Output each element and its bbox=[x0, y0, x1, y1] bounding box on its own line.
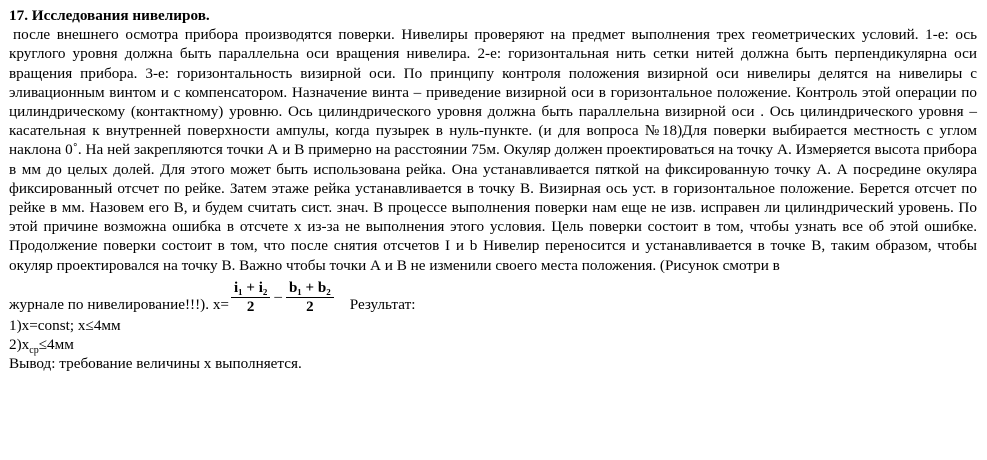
fraction-b-numerator: b₁ + b₂ bbox=[286, 280, 334, 298]
result-line-2-subscript: ср bbox=[29, 345, 39, 357]
result-line-2-suffix: ≤4мм bbox=[38, 336, 74, 354]
fraction-b bbox=[286, 280, 334, 316]
formula-prefix: журнале по нивелирование!!!). x= bbox=[9, 295, 229, 313]
conclusion-line: Вывод: требование величины х выполняется. bbox=[9, 355, 302, 373]
section-title: 17. Исследования нивелиров. bbox=[9, 7, 210, 24]
fraction-b-denominator: 2 bbox=[306, 298, 314, 315]
result-line-2-prefix: 2)x bbox=[9, 336, 30, 354]
body-paragraph: после внешнего осмотра прибора производятся поверки. Нивелиры проверяют на предмет выполнения трех геометрических условий. 1-е: ось круглого уровня должна быть параллельна оси вращения нивелира. 2-е: горизонтальная нить сетки нитей должна быть перпендикулярна оси вращения прибора. 3-е: горизонтальность визирной оси. По принципу контроля положения визирной оси нивелиры делятся на нивелиры с эливационным винтом и с компенсатором. Назначение винта – приведение визирной оси в горизонтальное положение. Контроль этой операции по цилиндрическому (контактному) уровню. Ось цилиндрического уровня должна быть параллельна визирной оси . Ось цилиндрического уровня – касательная к внутренней поверхности ампулы, когда пузырек в нуль-пункте. (и для вопроса №18)Для поверки выбирается местность с углом наклона 0˚. На ней закрепляются точки А и В примерно на расстоянии 75м. Окуляр должен проектироваться на точку А. Измеряется высота прибора в мм до целых долей. Для этого может быть использована рейка. Она устанавливается пяткой на фиксированную точку А. А посредине окуляра фиксированный отсчет по рейке. Затем этаже рейка устанавливается в точку В. Визирная ось уст. в горизонтальное положение. Берется отсчет по рейке в мм. Назовем его В, и будем считать сист. знач. В процессе выполнения поверки нам еще не изв. исправен ли цилиндрический уровень. По этой причине возможна ошибка в отсчете х из-за не выполнения этого условия. Цель поверки состоит в том, чтобы узнать все об этой ошибке. Продолжение поверки состоит в том, что после снятия отсчетов I и b Нивелир переносится и устанавливается в точке В, таким образом, чтобы окуляр проектировался на точку В. Важно чтобы точки А и В не изменили своего места положения. (Рисунок смотри в bbox=[9, 26, 977, 274]
result-label: Результат: bbox=[349, 295, 416, 313]
formula-line bbox=[9, 276, 977, 316]
fraction-i bbox=[231, 280, 270, 316]
result-line-2 bbox=[9, 335, 977, 357]
fraction-i-numerator: i₁ + i₂ bbox=[231, 280, 270, 298]
result-line-1: 1)x=const; x≤4мм bbox=[9, 316, 121, 334]
minus-sign: – bbox=[274, 287, 282, 305]
fraction-i-denominator: 2 bbox=[246, 298, 255, 315]
